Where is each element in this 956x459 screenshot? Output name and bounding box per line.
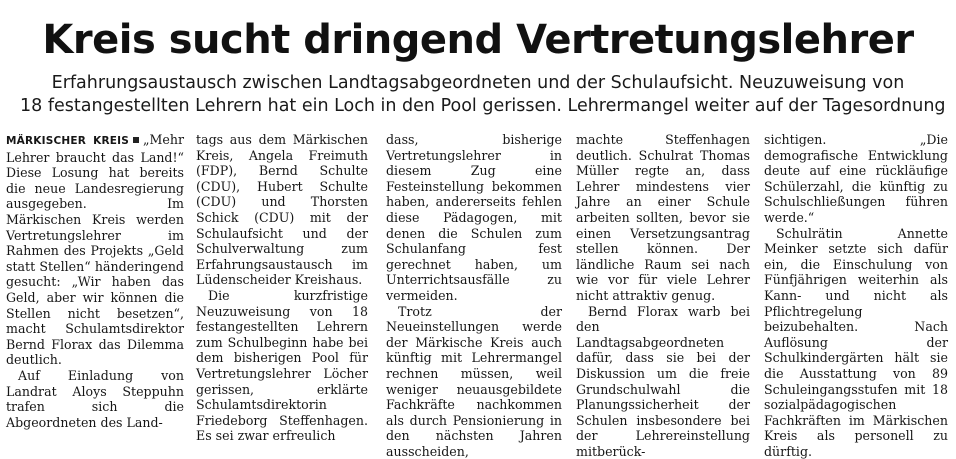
article-column-2 — [196, 132, 368, 444]
article-column-3 — [386, 132, 562, 459]
article-column-1 — [6, 132, 184, 430]
column-1-paragraph-2: Auf Einladung von Landrat Aloys Steppuhn trafen sich die Abgeordneten des Land- — [6, 367, 184, 430]
column-4-paragraph-1: machte Steffenhagen deutlich. Schulrat Thomas Müller regte an, dass Lehrer mindestens vier Jahre an einer Schule arbeiten sollten, bevor sie einen Versetzungsantrag stellen können. Der ländliche Raum sei nach wie vor für viele Lehrer nicht attraktiv genug. — [576, 132, 750, 303]
column-4-paragraph-2: Bernd Florax warb bei den Landtagsabgeordneten dafür, dass sie bei der Diskussion um die freie Grundschulwahl die Planungssicherheit der Schulen insbesondere bei der Lehrereinstellung mitberück- — [576, 303, 750, 459]
subheadline-line-1: Erfahrungsaustausch zwischen Landtagsabgeordneten und der Schulaufsicht. Neuzuweisung von — [51, 73, 905, 93]
subheadline — [20, 72, 946, 118]
column-1-paragraph-1 — [6, 132, 184, 368]
dateline-bullet-icon — [133, 137, 139, 143]
article-column-5 — [764, 132, 948, 459]
headline: Kreis sucht dringend Vertretungslehrer — [42, 17, 914, 63]
column-2-paragraph-1: tags aus dem Märkischen Kreis, Angela Freimuth (FDP), Bernd Schulte (CDU), Hubert Schulte (CDU) und Thorsten Schick (CDU) mit der Schulaufsicht und der Schulverwaltung zum Erfahrungsaustausch im Lüdenscheider Kreishaus. — [196, 132, 368, 288]
column-2-paragraph-2: Die kurzfristige Neuzuweisung von 18 festangestellten Lehrern zum Schulbeginn habe bei dem bisherigen Pool für Vertretungslehrer Löcher gerissen, erklärte Schulamtsdirektorin Friedeborg Steffenhagen. Es sei zwar erfreulich — [196, 287, 368, 444]
column-1-paragraph-1-text: „Mehr Lehrer braucht das Land!“ Diese Losung hat bereits die neue Landesregierung ausgegeben. Im Märkischen Kreis werden Vertretungslehrer im Rahmen des Projekts „Geld statt Stellen“ händeringend gesucht: „Wir haben das Geld, aber wir können die Stellen nicht besetzen“, macht Schulamtsdirektor Bernd Florax das Dilemma deutlich. — [6, 132, 184, 368]
dateline: MÄRKISCHER KREIS — [6, 135, 129, 147]
column-3-paragraph-1: dass, bisherige Vertretungslehrer in diesem Zug eine Festeinstellung bekommen haben, andererseits fehlen diese Pädagogen, mit denen die Schulen zum Schulanfang fest gerechnet haben, um Unterrichtsausfälle zu vermeiden. — [386, 132, 562, 303]
column-5-paragraph-1: sichtigen. „Die demografische Entwicklung deute auf eine rückläufige Schülerzahl, die künftig zu Schulschließungen führen werde.“ — [764, 132, 948, 225]
subheadline-line-2: 18 festangestellten Lehrern hat ein Loch in den Pool gerissen. Lehrermangel weiter auf der Tagesordnung — [20, 96, 946, 116]
article-column-4 — [576, 132, 750, 459]
column-3-paragraph-2: Trotz der Neueinstellungen werde der Märkische Kreis auch künftig mit Lehrermangel rechnen müssen, weil weniger neuausgebildete Fachkräfte nachkommen als durch Pensionierung in den nächsten Jahren ausscheiden, — [386, 303, 562, 459]
column-5-paragraph-2: Schulrätin Annette Meinker setzte sich dafür ein, die Einschulung von Fünfjährigen weiterhin als Kann- und nicht als Pflichtregelung beizubehalten. Nach Auflösung der Schulkindergärten hält sie die Ausstattung von 89 Schuleingangsstufen mit 18 sozialpädagogischen Fachkräften im Märkischen Kreis als personell zu dürftig. — [764, 225, 948, 459]
